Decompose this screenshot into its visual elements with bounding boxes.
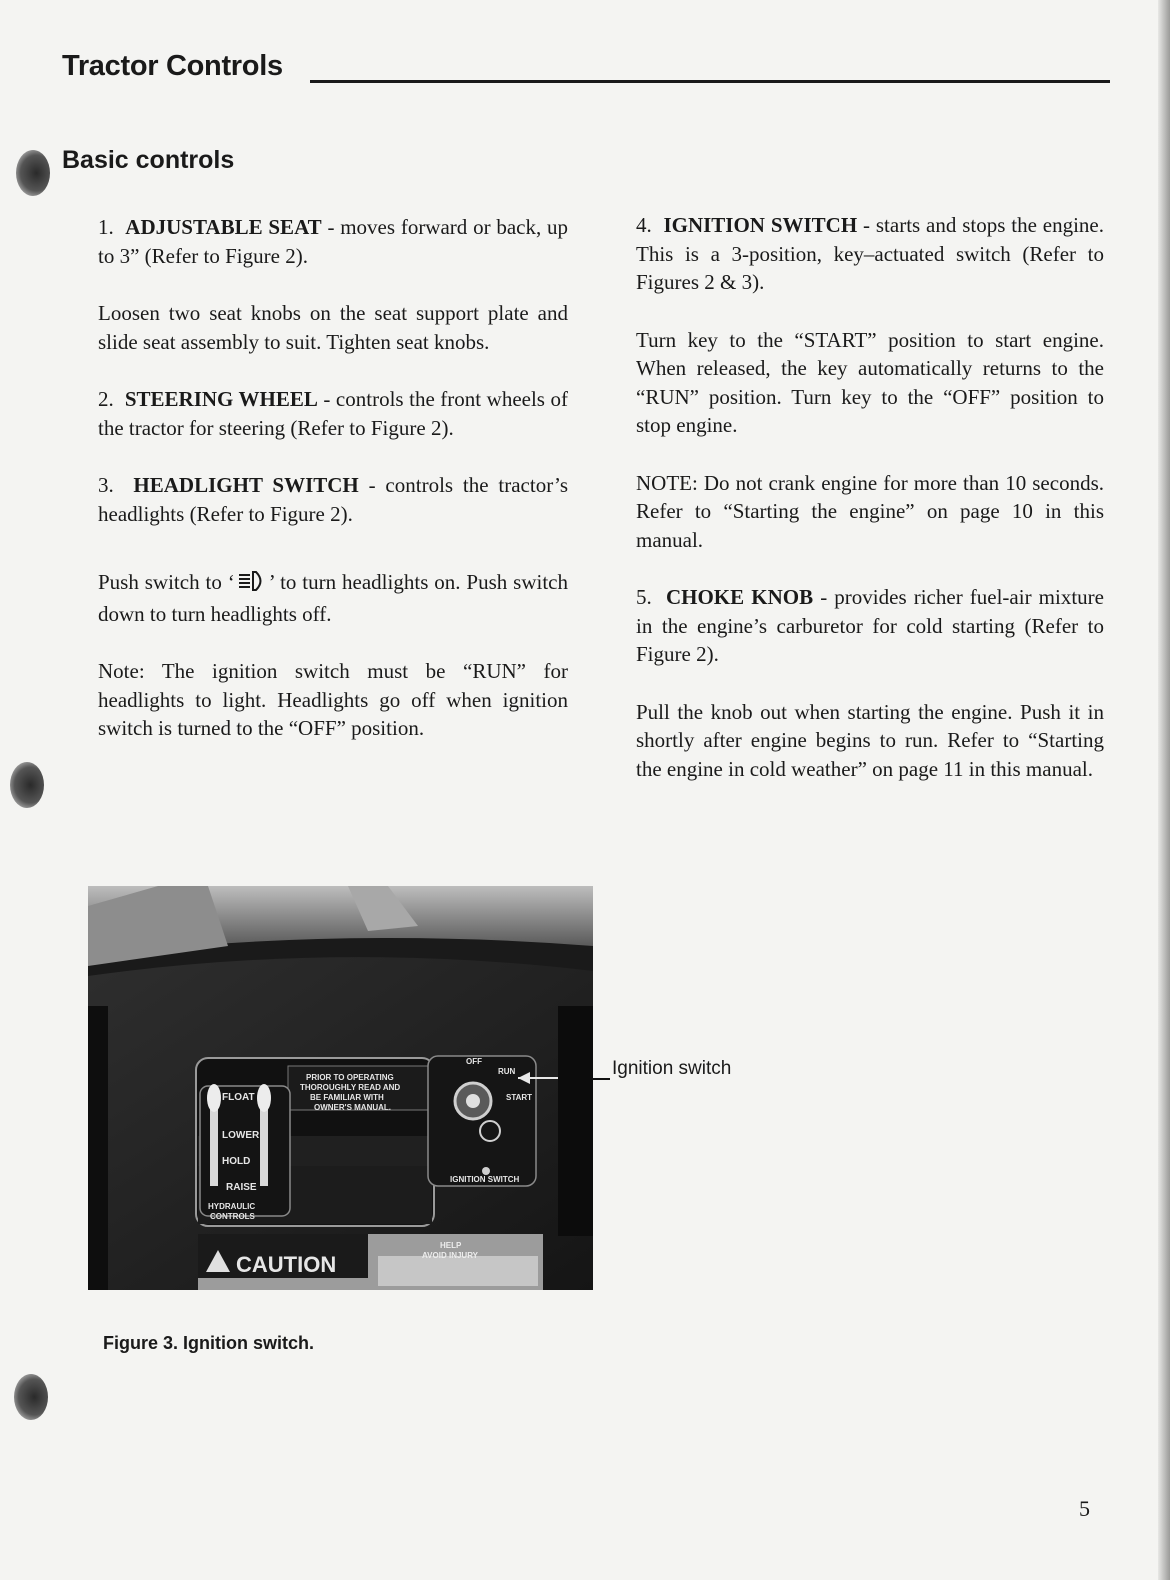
label-warn-4: OWNER'S MANUAL. — [314, 1103, 392, 1112]
header-rule — [310, 80, 1110, 83]
item-text: - provides richer fuel-air mixture in the engine’s carburetor for cold starting (Refer to Figure 2). — [636, 585, 1104, 666]
crank-note: NOTE: Do not crank engine for more than 10 seconds. Refer to “Starting the engine” on page 10 in this manual. — [636, 470, 1104, 552]
item-number: 4. — [636, 213, 652, 237]
label-hydraulic: HYDRAULIC — [208, 1202, 256, 1211]
label-warn-1: PRIOR TO OPERATING — [306, 1073, 394, 1082]
label-ignition-switch: IGNITION SWITCH — [450, 1175, 520, 1184]
binder-hole-middle — [10, 762, 44, 808]
item-label: STEERING WHEEL — [124, 387, 318, 411]
label-raise: RAISE — [226, 1182, 257, 1193]
page-number: 5 — [1079, 1496, 1090, 1521]
label-start: START — [506, 1093, 533, 1102]
label-caution: CAUTION — [236, 1252, 337, 1277]
item-steering-wheel — [98, 385, 568, 442]
right-column — [636, 211, 1104, 812]
section-title: Basic controls — [62, 146, 235, 174]
item-text: - controls the front wheels of the tractor for steering (Refer to Figure 2). — [98, 387, 569, 440]
label-run: RUN — [498, 1067, 516, 1076]
label-hold: HOLD — [222, 1156, 251, 1167]
label-help: HELP — [440, 1241, 462, 1250]
left-column — [98, 213, 568, 772]
headlight-detail-end: ’ to turn headlights on. Push switch down to turn headlights off. — [98, 570, 569, 626]
label-float: FLOAT — [222, 1092, 255, 1103]
binder-hole-top — [16, 150, 50, 196]
item-number: 5. — [636, 585, 652, 609]
item-label: CHOKE KNOB — [665, 585, 814, 609]
item-ignition-switch — [636, 211, 1104, 297]
choke-detail: Pull the knob out when starting the engine. Push it in shortly after engine begins to run. Refer to “Starting the engine in cold weather” on page 11 in this manual. — [636, 699, 1104, 781]
item-adjustable-seat — [98, 213, 568, 270]
binder-hole-bottom — [14, 1374, 48, 1420]
item-text: - moves forward or back, up to 3” (Refer to Figure 2). — [98, 215, 568, 268]
item-label: ADJUSTABLE SEAT — [125, 215, 322, 239]
item-headlight-switch — [98, 471, 568, 528]
item-choke-knob — [636, 583, 1104, 669]
ignition-note: Note: The ignition switch must be “RUN” for headlights to light. Headlights go off when ignition switch is turned to the “OFF” position. — [98, 659, 568, 740]
figure-ignition-photo — [88, 886, 593, 1290]
callout-leader-line — [592, 1078, 610, 1080]
headlight-icon — [237, 570, 267, 600]
ignition-detail: Turn key to the “START” position to start engine. When released, the key automatically returns to the “RUN” position. Turn key to the “OFF” position to stop engine. — [636, 327, 1104, 437]
item-number: 3. — [98, 473, 114, 497]
label-off: OFF — [466, 1057, 482, 1066]
page-edge-shadow — [1158, 0, 1170, 1580]
headlight-detail-start: Push switch to ‘ — [98, 570, 235, 594]
item-text: - controls the tractor’s headlights (Refer to Figure 2). — [98, 473, 568, 526]
label-warn-3: BE FAMILIAR WITH — [310, 1093, 384, 1102]
item-number: 2. — [98, 387, 114, 411]
figure-caption: Figure 3. Ignition switch. — [103, 1333, 315, 1353]
label-warn-2: THOROUGHLY READ AND — [300, 1083, 401, 1092]
page-header-title: Tractor Controls — [62, 50, 283, 82]
item-label: HEADLIGHT SWITCH — [133, 473, 359, 497]
callout-ignition-switch: Ignition switch — [612, 1058, 732, 1079]
label-avoid-injury: AVOID INJURY — [422, 1251, 479, 1260]
label-lower: LOWER — [222, 1130, 260, 1141]
item-number: 1. — [98, 215, 114, 239]
headlight-detail — [98, 568, 568, 628]
item-label: IGNITION SWITCH — [663, 213, 858, 237]
seat-detail: Loosen two seat knobs on the seat support plate and slide seat assembly to suit. Tighten seat knobs. — [98, 301, 568, 354]
item-text: - starts and stops the engine. This is a 3-position, key–actuated switch (Refer to Figures 2 & 3). — [636, 213, 1104, 294]
label-controls: CONTROLS — [210, 1212, 255, 1221]
